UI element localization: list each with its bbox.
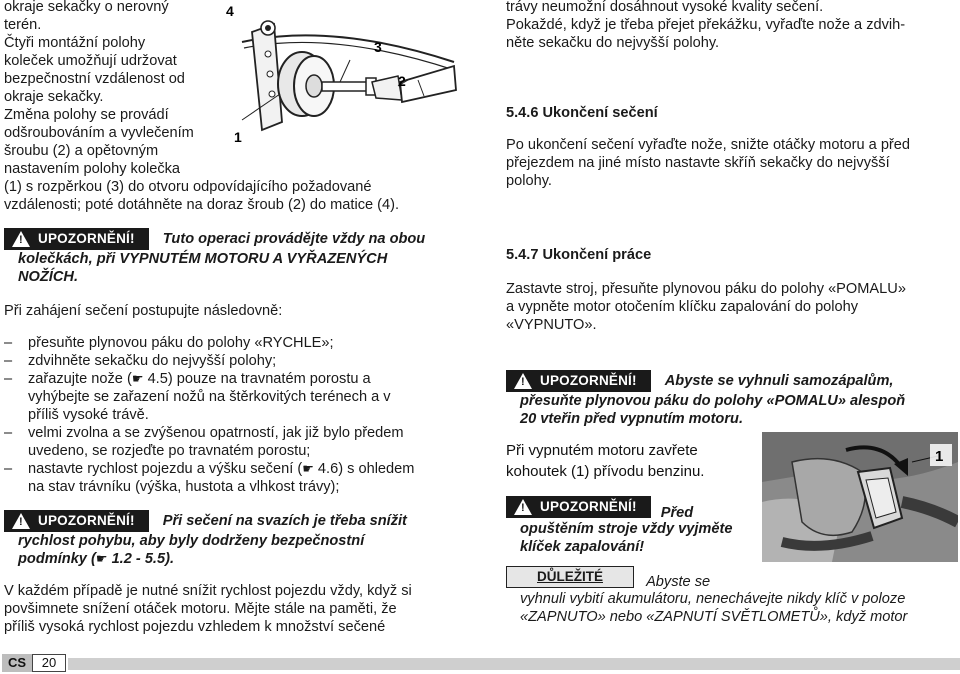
- wheel-adjustment-figure: [222, 2, 458, 160]
- steps-list: [4, 334, 448, 496]
- list-item: – velmi zvolna a se zvýšenou opatrností, jak již bylo předem uvedeno, se rozjeďte po travnatém porostu;: [4, 424, 448, 460]
- intro-line: (1) s rozpěrkou (3) do otvoru odpovídajícího požadované: [4, 179, 372, 195]
- fuel-valve-figure: [762, 432, 958, 562]
- warning-badge: ! UPOZORNĚNÍ!: [506, 370, 651, 392]
- list-item: – zdvihněte sekačku do nejvyšší polohy;: [4, 352, 448, 370]
- figure-label-4: 4: [226, 3, 234, 19]
- paragraph-line: Zastavte stroj, přesuňte plynovou páku do polohy «POMALU»: [506, 281, 906, 297]
- paragraph-line: Pokaždé, když je třeba přejet překážku, vyřaďte nože a zdvih-: [506, 17, 906, 33]
- right-top-text: [506, 0, 956, 52]
- intro-line: terén.: [4, 17, 42, 33]
- warning-text: Před: [660, 505, 694, 521]
- important-block: [506, 566, 956, 626]
- intro-line: vzdálenosti; poté dotáhněte na doraz šroub (2) do matice (4).: [4, 197, 400, 213]
- paragraph-line: přejezdem na jiné místo nastavte skříň sekačky do nejvyšší: [506, 155, 890, 171]
- language-code: CS: [2, 654, 32, 672]
- figure-label-1: 1: [935, 448, 944, 465]
- warning-block-3: [506, 370, 956, 428]
- paragraph-line: něte sekačku do nejvyšší polohy.: [506, 35, 720, 51]
- hand-pointer-icon: ☛: [131, 371, 144, 386]
- paragraph-line: kohoutek (1) přívodu benzinu.: [506, 463, 705, 480]
- warning-badge: ! UPOZORNĚNÍ!: [506, 496, 651, 518]
- list-item: – nastavte rychlost pojezdu a výšku sečení (☛ 4.6) s ohledem na stav trávníku (výška, hustota a vlhkost trávy);: [4, 460, 448, 496]
- important-text: Abyste se: [646, 574, 711, 590]
- figure-label-3: 3: [374, 39, 382, 55]
- figure-label-2: 2: [398, 73, 406, 89]
- warning-block-1: [4, 228, 448, 286]
- warning-text: přesuňte plynovou páku do polohy «POMALU» alespoň: [520, 393, 906, 409]
- warning-triangle-icon: [12, 231, 30, 247]
- paragraph-line: V každém případě je nutné snížit rychlost pojezdu vždy, když si: [4, 583, 412, 599]
- figure-label-1: 1: [234, 129, 242, 145]
- section-heading: 5.4.6 Ukončení sečení: [506, 105, 658, 121]
- important-text: vyhnuli vybití akumulátoru, nenechávejte nikdy klíč v poloze: [520, 591, 906, 607]
- warning-text: podmínky (☛ 1.2 - 5.5).: [18, 551, 175, 567]
- section-heading: 5.4.7 Ukončení práce: [506, 247, 652, 263]
- page-number: 20: [32, 654, 66, 672]
- paragraph-line: příliš vysoká rychlost pojezdu vzhledem k množství sečené: [4, 619, 386, 635]
- intro-line: koleček umožňují udržovat: [4, 53, 177, 69]
- paragraph-line: Po ukončení sečení vyřaďte nože, snižte otáčky motoru a před: [506, 137, 911, 153]
- intro-line: okraje sekačky o nerovný: [4, 0, 169, 15]
- hand-pointer-icon: ☛: [95, 551, 108, 566]
- warning-text: opuštěním stroje vždy vyjměte: [520, 521, 733, 537]
- warning-text: Abyste se vyhnuli samozápalům,: [664, 373, 894, 389]
- list-item: – přesuňte plynovou páku do polohy «RYCHLE»;: [4, 334, 448, 352]
- warning-block-2: [4, 510, 448, 568]
- warning-badge: ! UPOZORNĚNÍ!: [4, 510, 149, 532]
- warning-text: NOŽÍCH.: [18, 269, 78, 285]
- warning-triangle-icon: [12, 513, 30, 529]
- paragraph-line: a vypněte motor otočením klíčku zapalování do polohy: [506, 299, 859, 315]
- important-badge: DŮLEŽITÉ: [506, 566, 634, 588]
- intro-line: šroubu (2) a opětovným: [4, 143, 159, 159]
- paragraph-line: «VYPNUTO».: [506, 317, 597, 333]
- section-546: [506, 104, 956, 190]
- warning-text: Tuto operaci provádějte vždy na obou: [162, 231, 426, 247]
- intro-line: okraje sekačky.: [4, 89, 104, 105]
- warning-triangle-icon: [514, 373, 532, 389]
- warning-badge: ! UPOZORNĚNÍ!: [4, 228, 149, 250]
- warning-text: 20 vteřin před vypnutím motoru.: [520, 411, 743, 427]
- fuel-valve-text: [506, 440, 746, 482]
- section-547: [506, 246, 956, 334]
- footer-bar: [68, 658, 960, 670]
- warning-block-4: [506, 496, 766, 556]
- warning-text: rychlost pohybu, aby byly dodrženy bezpečnostní: [18, 533, 365, 549]
- paragraph-line: polohy.: [506, 173, 552, 189]
- warning-triangle-icon: [514, 499, 532, 515]
- important-text: «ZAPNUTO» nebo «ZAPNUTÍ SVĚTLOMETŮ», když motor: [520, 609, 908, 625]
- list-item: – zařazujte nože (☛ 4.5) pouze na travnatém porostu a vyhýbejte se zařazení nožů na štěrkovitých terénech a v příliš vysoké trávě.: [4, 370, 448, 424]
- intro-line: nastavením polohy kolečka: [4, 161, 181, 177]
- warning-text: Při sečení na svazích je třeba snížit: [162, 513, 407, 529]
- mowing-intro: Při zahájení sečení postupujte následovně:: [4, 303, 283, 319]
- warning-text: kolečkách, při VYPNUTÉM MOTORU A VYŘAZENÝCH: [18, 251, 388, 267]
- intro-line: Změna polohy se provádí: [4, 107, 169, 123]
- closing-paragraph: [4, 582, 464, 636]
- warning-text: klíček zapalování!: [520, 539, 645, 555]
- paragraph-line: trávy neumožní dosáhnout vysoké kvality sečení.: [506, 0, 824, 15]
- intro-line: bezpečnostní vzdálenost od: [4, 71, 185, 87]
- intro-line: Čtyři montážní polohy: [4, 35, 146, 51]
- paragraph-line: Při vypnutém motoru zavřete: [506, 442, 698, 459]
- intro-line: odšroubováním a vyvlečením: [4, 125, 194, 141]
- hand-pointer-icon: ☛: [302, 461, 314, 476]
- paragraph-line: povšimnete snížení otáček motoru. Mějte stále na paměti, že: [4, 601, 397, 617]
